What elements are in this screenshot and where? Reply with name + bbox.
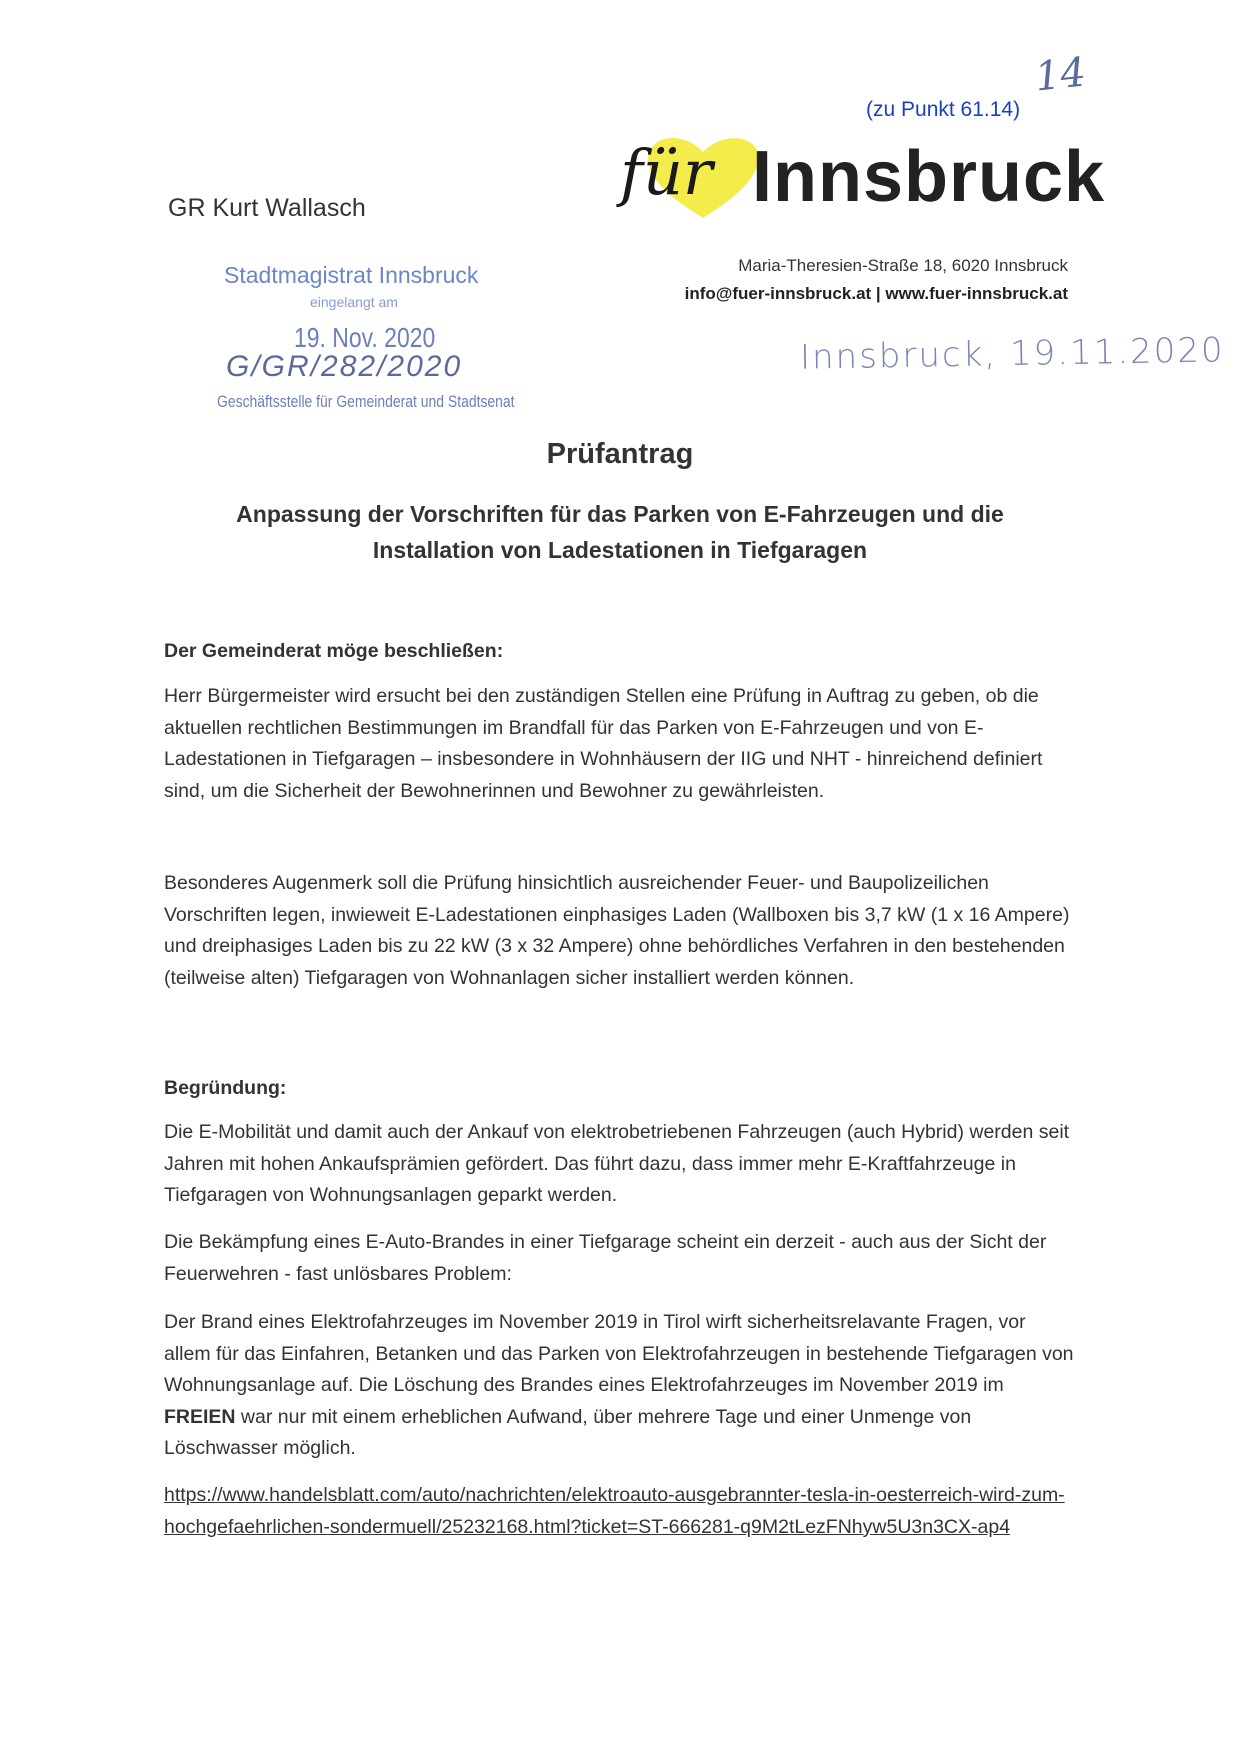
reason-label-text: Begründung: — [164, 1077, 287, 1099]
handwritten-date: Innsbruck, 19.11.2020 — [799, 330, 1225, 378]
stamp-organisation: Stadtmagistrat Innsbruck — [224, 262, 479, 288]
motion-label-text: Der Gemeinderat möge beschließen: — [164, 640, 504, 662]
source-link-block — [164, 1480, 1074, 1543]
motion-paragraph-2: Besonderes Augenmerk soll die Prüfung hinsichtlich ausreichender Feuer- und Baupolizeilichen Vorschriften legen, inwieweit E-Ladestationen einphasiges Laden (Wallboxen bis 3,7 kW (1 x 16 Ampere) und dreiphasiges Laden bis zu 22 kW (3 x 32 Ampere) ohne behördliches Verfahren in den bestehenden (teilweise alten) Tiefgaragen von Wohnanlagen sicher installiert werden können. — [164, 872, 1070, 989]
document-title: Prüfantrag — [546, 438, 694, 470]
motion-paragraph-1: Herr Bürgermeister wird ersucht bei den zuständigen Stellen eine Prüfung in Auftrag zu geben, ob die aktuellen rechtlichen Bestimmungen im Brandfall für das Parken von E-Fahrzeugen und von E-Ladestationen in Tiefgaragen – insbesondere in Wohnhäusern der IIG und NHT - hinreichend definiert sind, um die Sicherheit der Bewohnerinnen und Bewohner zu gewährleisten. — [164, 685, 1043, 802]
reason-paragraph-3-bold: FREIEN — [164, 1405, 236, 1428]
reason-paragraph-3-start: Der Brand eines Elektrofahrzeuges im November 2019 in Tirol wirft sicherheitsrelavante Fragen, vor allem für das Einfahren, Betanken und das Parken von Elektrofahrzeugen in bestehende Tiefgaragen von Wohnungsanlage auf. Die Löschung des Brandes eines Elektrofahrzeuges im November 2019 im — [164, 1311, 1074, 1396]
stamp-received-label: eingelangt am — [310, 294, 398, 310]
motion-label — [164, 636, 1074, 668]
party-logo — [620, 130, 1106, 230]
receipt-stamp — [212, 262, 515, 422]
reason-paragraph-3-end: war nur mit einem erheblichen Aufwand, über mehrere Tage und einer Unmenge von Löschwasser möglich. — [164, 1405, 972, 1459]
reason-label — [164, 1073, 1074, 1105]
logo-name: Innsbruck — [752, 137, 1106, 217]
agenda-reference: (zu Punkt 61.14) — [866, 98, 1021, 121]
document-subtitle: Anpassung der Vorschriften für das Parken von E-Fahrzeugen und die Installation von Ladestationen in Tiefgaragen — [236, 501, 1004, 563]
source-link[interactable]: https://www.handelsblatt.com/auto/nachrichten/elektroauto-ausgebrannter-tesla-in-oesterreich-wird-zum-hochgefaehrlichen-sondermuell/25232168.html?ticket=ST-666281-q9M2tLezFNhyw5U3n3CX-ap4 — [164, 1484, 1065, 1538]
reason-paragraph-1: Die E-Mobilität und damit auch der Ankauf von elektrobetriebenen Fahrzeugen (auch Hybrid) werden seit Jahren mit hohen Ankaufsprämien gefördert. Das führt dazu, dass immer mehr E-Kraftfahrzeuge in Tiefgaragen von Wohnungsanlagen geparkt werden. — [164, 1121, 1070, 1206]
logo-prefix: für — [620, 136, 713, 209]
author-name: GR Kurt Wallasch — [168, 194, 366, 222]
sender-address: Maria-Theresien-Straße 18, 6020 Innsbruck — [738, 256, 1068, 275]
page-number: 14 — [1032, 49, 1089, 101]
stamp-date: 19. Nov. 2020 — [294, 322, 436, 353]
stamp-department: Geschäftsstelle für Gemeinderat und Stadtsenat — [217, 392, 515, 411]
stamp-reference: G/GR/282/2020 — [226, 350, 463, 383]
reason-paragraph-2: Die Bekämpfung eines E-Auto-Brandes in einer Tiefgarage scheint ein derzeit - auch aus der Sicht der Feuerwehren - fast unlösbares Problem: — [164, 1231, 1047, 1285]
reason-paragraph-3 — [164, 1307, 1074, 1465]
sender-contact: info@fuer-innsbruck.at | www.fuer-innsbruck.at — [684, 284, 1068, 303]
